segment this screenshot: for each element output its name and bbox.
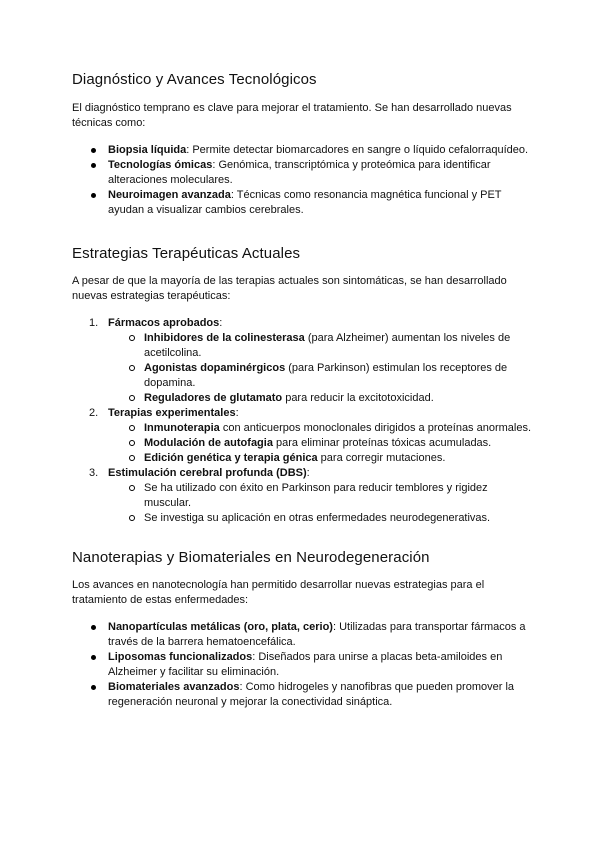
section-intro-estrategias: A pesar de que la mayoría de las terapias actuales son sintomáticas, se han desarrollado nuevas estrategias terapéuticas: [72,275,507,302]
item-text: (para Parkinson) estimulan los receptores de dopamina. [144,362,508,389]
circle-bullet-icon [129,365,135,371]
sub-list-item [72,361,532,391]
bullet-icon [91,655,96,660]
item-term: Agonistas dopaminérgicos [144,362,286,374]
sub-list-item [72,451,532,466]
section-intro-nanoterapias: Los avances en nanotecnología han permitido desarrollar nuevas estrategias para el tratamiento de estas enfermedades: [72,579,485,606]
circle-bullet-icon [129,515,135,521]
item-text: Se ha utilizado con éxito en Parkinson para reducir temblores y rigidez muscular. [144,482,488,509]
list-item [72,620,532,650]
numbered-list-estrategias [72,316,532,526]
item-text: : Diseñados para unirse a placas beta-amiloides en Alzheimer y facilitar su eliminación. [108,651,503,678]
item-term: Biomateriales avanzados [108,681,240,693]
list-item [72,188,532,218]
item-term: Estimulación cerebral profunda (DBS) [108,467,307,479]
section-heading-estrategias: Estrategias Terapéuticas Actuales [72,245,301,262]
item-text: : [306,467,310,479]
item-term: Nanopartículas metálicas (oro, plata, cerio) [108,621,333,633]
section-heading-nanoterapias: Nanoterapias y Biomateriales en Neurodegeneración [72,549,430,566]
sub-list-item [72,481,532,511]
item-term: Reguladores de glutamato [144,392,283,404]
sub-list-item [72,511,532,526]
item-term: Edición genética y terapia génica [144,452,318,464]
item-term: Inhibidores de la colinesterasa [144,332,305,344]
sub-list-item [72,331,532,361]
item-text: para eliminar proteínas tóxicas acumuladas. [272,437,492,449]
circle-bullet-icon [129,440,135,446]
list-item [72,680,532,710]
bullet-icon [91,625,96,630]
list-item [72,158,532,188]
item-text: : Técnicas como resonancia magnética funcional y PET ayudan a visualizar cambios cerebrales. [108,189,502,216]
circle-bullet-icon [129,425,135,431]
item-text: para reducir la excitotoxicidad. [282,392,434,404]
bullet-icon [91,163,96,168]
item-text: : Genómica, transcriptómica y proteómica para identificar alteraciones moleculares. [108,159,491,186]
list-item [72,316,532,331]
bullet-list-nanoterapias [72,620,532,710]
bullet-list-diagnostico [72,143,532,218]
item-term: Tecnologías ómicas [108,159,213,171]
item-text: : Como hidrogeles y nanofibras que pueden promover la regeneración neuronal y mejorar la conectividad sináptica. [108,681,515,708]
section-heading-diagnostico: Diagnóstico y Avances Tecnológicos [72,71,317,88]
item-text: : Utilizadas para transportar fármacos a través de la barrera hematoencefálica. [108,621,526,648]
item-term: Fármacos aprobados [108,317,220,329]
sub-list-item [72,421,532,436]
sub-list-item [72,391,532,406]
item-term: Neuroimagen avanzada [108,189,231,201]
item-text: para corregir mutaciones. [317,452,446,464]
item-text: : [219,317,223,329]
bullet-icon [91,685,96,690]
circle-bullet-icon [129,395,135,401]
section-intro-diagnostico: El diagnóstico temprano es clave para mejorar el tratamiento. Se han desarrollado nuevas técnicas como: [72,102,512,129]
item-term: Modulación de autofagia [144,437,273,449]
item-text: con anticuerpos monoclonales dirigidos a proteínas anormales. [219,422,532,434]
item-text: (para Alzheimer) aumentan los niveles de acetilcolina. [144,332,511,359]
list-item [72,143,532,158]
item-text: Se investiga su aplicación en otras enfermedades neurodegenerativas. [144,512,491,524]
item-term: Inmunoterapia [144,422,220,434]
bullet-icon [91,148,96,153]
sub-list-item [72,436,532,451]
bullet-icon [91,193,96,198]
circle-bullet-icon [129,335,135,341]
item-number: 2. [89,407,99,419]
item-number: 1. [89,317,99,329]
list-item [72,406,532,421]
list-item [72,466,532,481]
item-term: Liposomas funcionalizados [108,651,253,663]
item-text: : [235,407,239,419]
circle-bullet-icon [129,455,135,461]
list-item [72,650,532,680]
item-text: : Permite detectar biomarcadores en sangre o líquido cefalorraquídeo. [186,144,529,156]
item-term: Biopsia líquida [108,144,187,156]
item-number: 3. [89,467,99,479]
item-term: Terapias experimentales [108,407,236,419]
circle-bullet-icon [129,485,135,491]
